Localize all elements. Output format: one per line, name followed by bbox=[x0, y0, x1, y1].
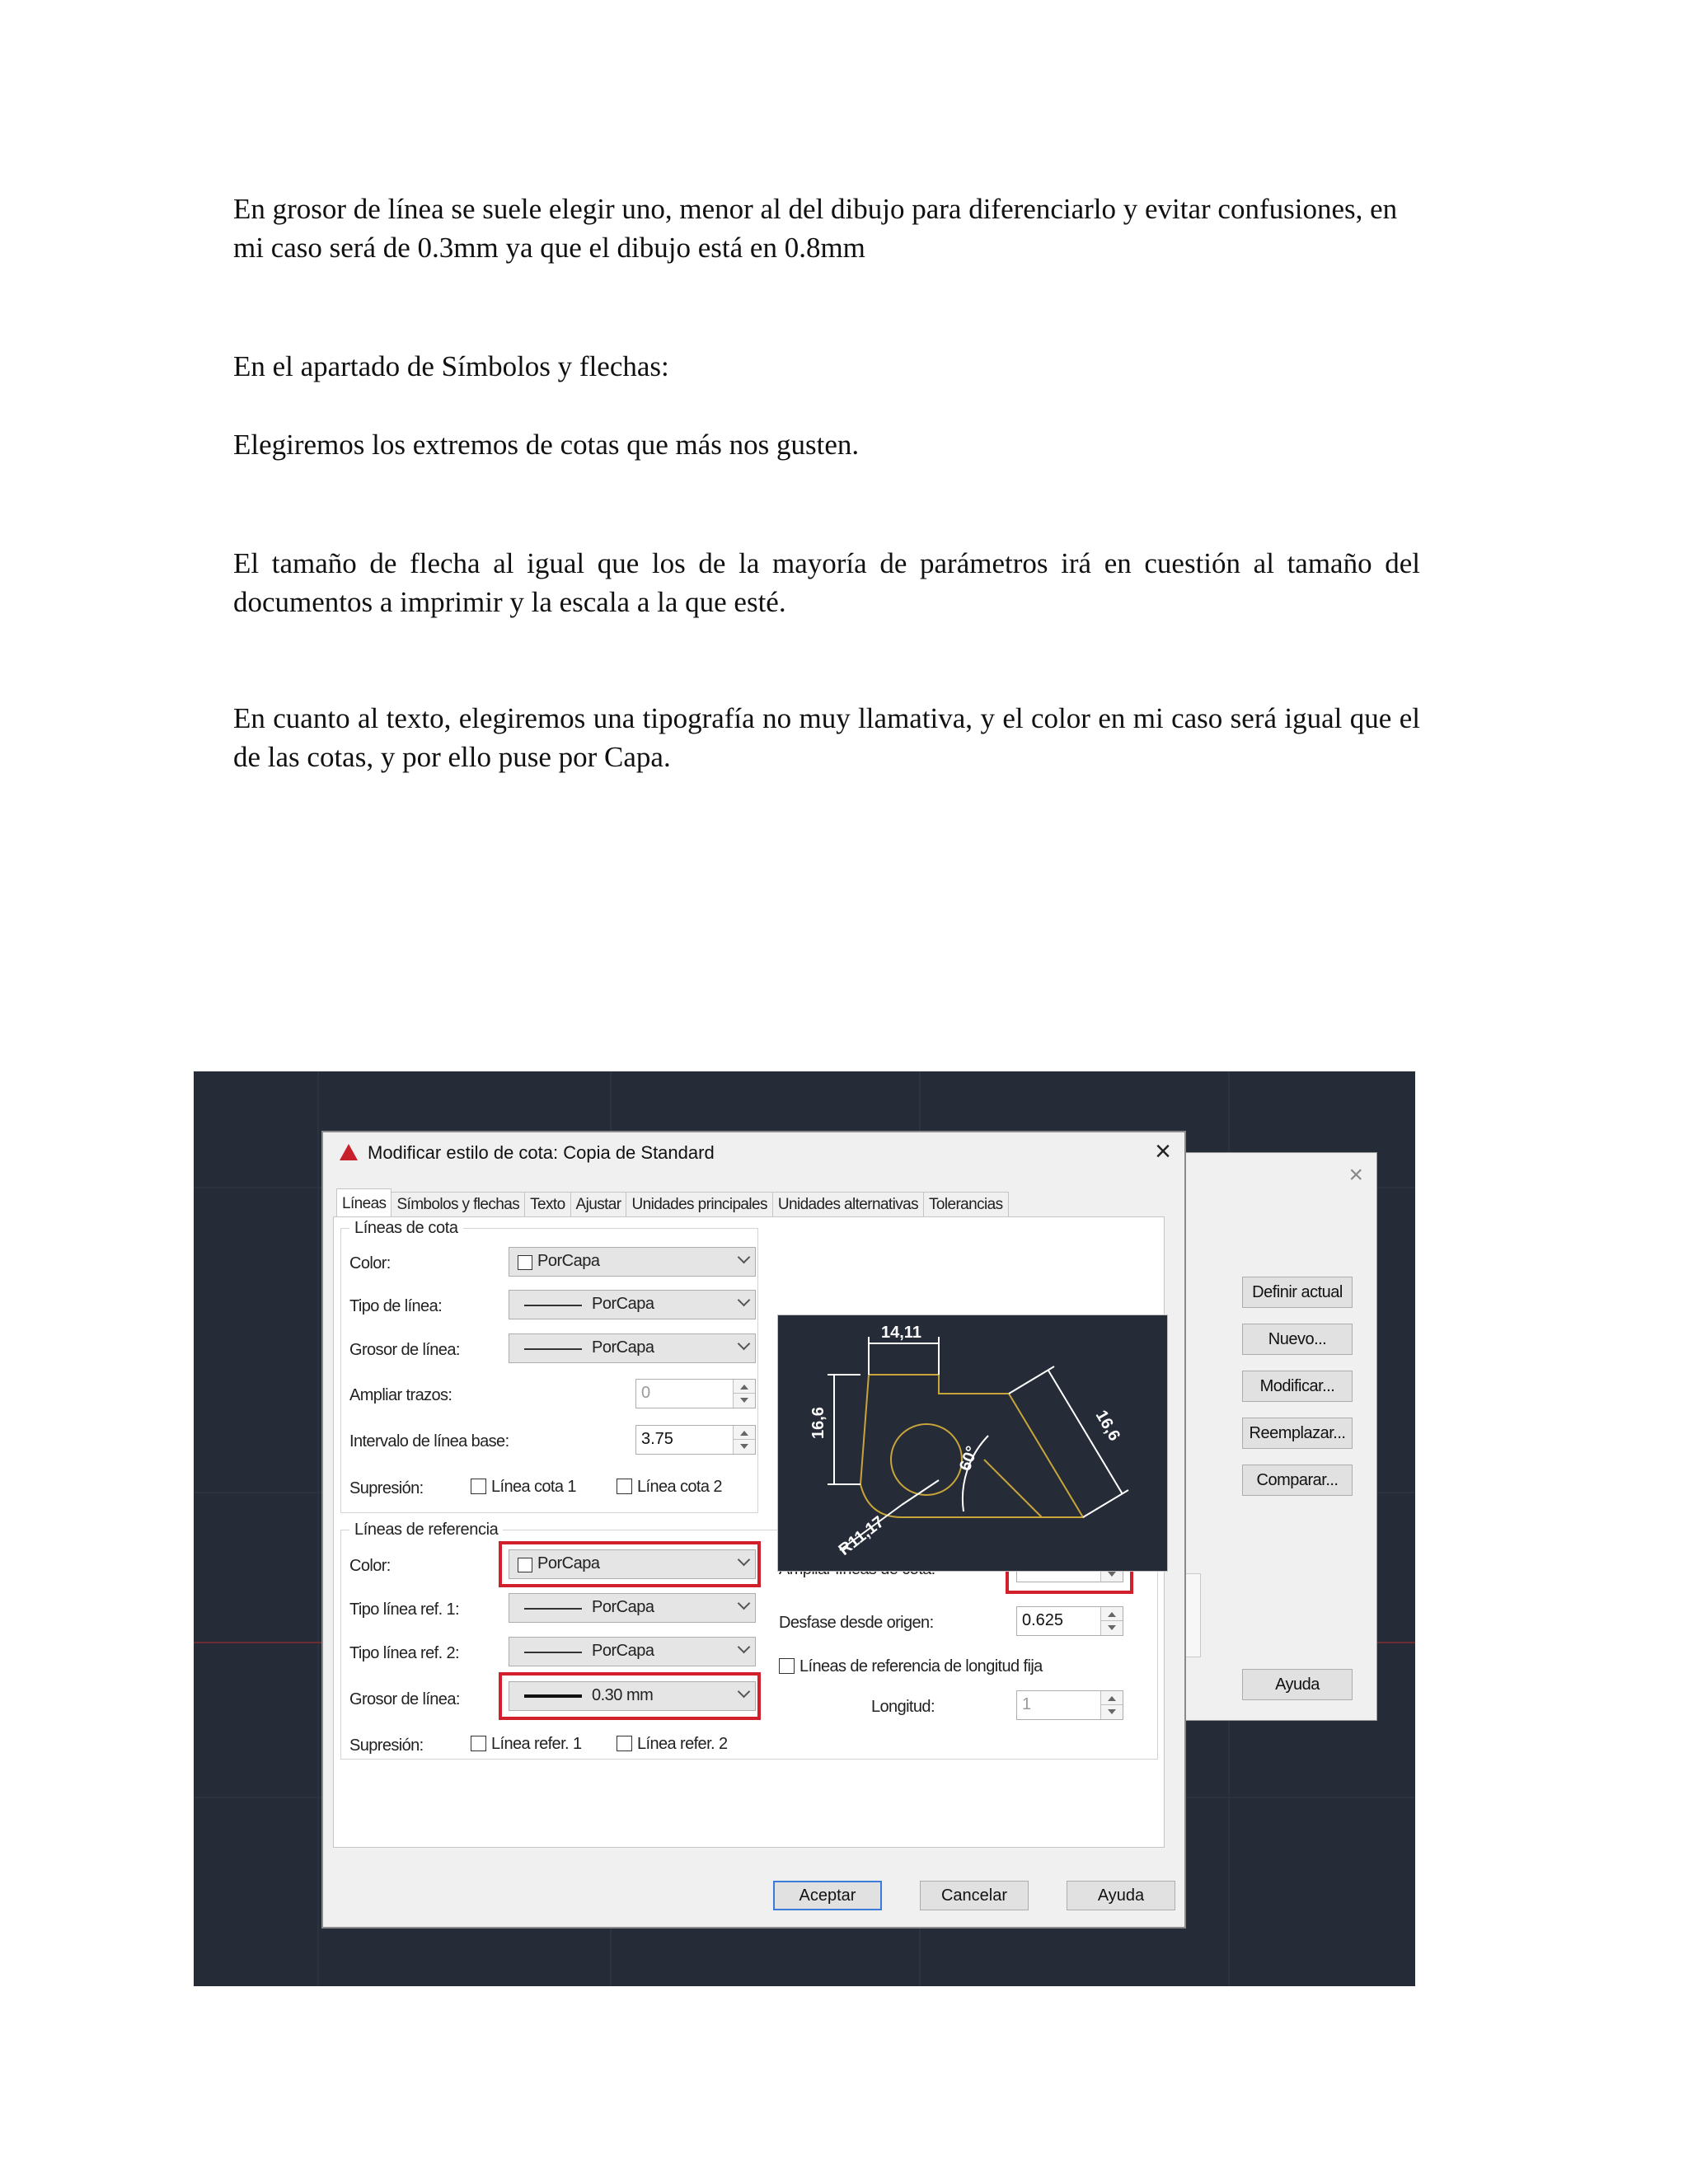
autocad-logo-icon bbox=[340, 1144, 358, 1160]
preview-right-dim: 16,6 bbox=[1091, 1407, 1124, 1445]
tab-text[interactable]: Texto bbox=[524, 1192, 570, 1216]
offset-origin-label: Desfase desde origen: bbox=[779, 1614, 934, 1632]
dim-linetype-label: Tipo de línea: bbox=[349, 1297, 443, 1315]
length-input[interactable]: 1 bbox=[1016, 1690, 1123, 1720]
cancel-button[interactable]: Cancelar bbox=[920, 1881, 1029, 1910]
offset-origin-input[interactable]: 0.625 bbox=[1016, 1606, 1123, 1636]
baseline-spacing-input[interactable]: 3.75 bbox=[635, 1425, 756, 1455]
preview-drawing bbox=[778, 1315, 1167, 1571]
tab-strip bbox=[336, 1192, 1008, 1216]
ext-type1-label: Tipo línea ref. 1: bbox=[349, 1601, 459, 1619]
autocad-screenshot bbox=[194, 1071, 1415, 1986]
dimension-lines-legend: Líneas de cota bbox=[354, 1219, 458, 1237]
dim-suppress-label: Supresión: bbox=[349, 1479, 424, 1497]
ext-suppress-label: Supresión: bbox=[349, 1736, 424, 1755]
preview-radius-dim: R11,17 bbox=[835, 1512, 889, 1559]
tab-symbols-arrows[interactable]: Símbolos y flechas bbox=[391, 1192, 525, 1216]
tab-fit[interactable]: Ajustar bbox=[570, 1192, 627, 1216]
highlight-ext-lineweight bbox=[499, 1672, 761, 1720]
ext-type1-select[interactable]: PorCapa bbox=[509, 1593, 756, 1623]
ext-color-select[interactable]: PorCapa bbox=[509, 1549, 756, 1579]
paragraph-4: El tamaño de flecha al igual que los de la mayoría de parámetros irá en cuestión al tamaño del documentos a imprimir y la escala a la que esté. bbox=[233, 547, 1420, 618]
ext-type2-select[interactable]: PorCapa bbox=[509, 1637, 756, 1666]
paragraph-5: En cuanto al texto, elegiremos una tipografía no muy llamativa, y el color en mi caso será igual que el de las cotas, y por ello puse por Capa. bbox=[233, 702, 1420, 773]
manager-close-icon[interactable]: × bbox=[1348, 1161, 1363, 1188]
paragraph-3: Elegiremos los extremos de cotas que más nos gusten. bbox=[233, 429, 860, 461]
highlight-ext-color bbox=[499, 1541, 761, 1587]
tab-tolerances[interactable]: Tolerancias bbox=[923, 1192, 1009, 1216]
set-current-button[interactable]: Definir actual bbox=[1242, 1277, 1353, 1308]
extension-lines-legend: Líneas de referencia bbox=[354, 1521, 499, 1539]
dimension-preview bbox=[777, 1315, 1168, 1572]
help-button[interactable]: Ayuda bbox=[1067, 1881, 1175, 1910]
paragraph-2: En el apartado de Símbolos y flechas: bbox=[233, 350, 669, 382]
dialog-title: Modificar estilo de cota: Copia de Standard bbox=[368, 1142, 715, 1163]
preview-top-dim: 14,11 bbox=[881, 1324, 921, 1342]
fixed-length-checkbox[interactable]: Líneas de referencia de longitud fija bbox=[779, 1657, 1043, 1676]
baseline-spacing-label: Intervalo de línea base: bbox=[349, 1432, 509, 1451]
paragraph-1: En grosor de línea se suele elegir uno, menor al del dibujo para diferenciarlo y evitar confusiones, en mi caso será de 0.3mm ya que el dibujo está en 0.8mm bbox=[233, 193, 1398, 264]
ext-color-label: Color: bbox=[349, 1557, 391, 1575]
extend-ticks-input[interactable]: 0 bbox=[635, 1379, 756, 1408]
manager-help-button[interactable]: Ayuda bbox=[1242, 1669, 1353, 1700]
tab-alternate-units[interactable]: Unidades alternativas bbox=[772, 1192, 924, 1216]
dim-color-label: Color: bbox=[349, 1254, 391, 1272]
tab-primary-units[interactable]: Unidades principales bbox=[626, 1192, 772, 1216]
dialog-titlebar bbox=[340, 1142, 715, 1164]
ext-lineweight-select[interactable]: 0.30 mm bbox=[509, 1681, 756, 1711]
override-style-button[interactable]: Reemplazar... bbox=[1242, 1418, 1353, 1449]
dim-lineweight-select[interactable]: PorCapa bbox=[509, 1333, 756, 1363]
preview-left-dim: 16,6 bbox=[809, 1407, 828, 1439]
dim-linetype-select[interactable]: PorCapa bbox=[509, 1290, 756, 1319]
length-label: Longitud: bbox=[871, 1698, 935, 1716]
dim-color-select[interactable]: PorCapa bbox=[509, 1247, 756, 1277]
modify-style-button[interactable]: Modificar... bbox=[1242, 1371, 1353, 1402]
extend-ticks-label: Ampliar trazos: bbox=[349, 1386, 452, 1404]
suppress-ext-line-2-checkbox[interactable]: Línea refer. 2 bbox=[617, 1735, 727, 1754]
suppress-ext-line-1-checkbox[interactable]: Línea refer. 1 bbox=[471, 1735, 581, 1754]
ext-lineweight-label: Grosor de línea: bbox=[349, 1690, 460, 1708]
modify-dimension-style-dialog bbox=[321, 1131, 1186, 1929]
tab-lines[interactable]: Líneas bbox=[336, 1188, 392, 1217]
compare-style-button[interactable]: Comparar... bbox=[1242, 1465, 1353, 1496]
suppress-dim-line-1-checkbox[interactable]: Línea cota 1 bbox=[471, 1478, 576, 1497]
suppress-dim-line-2-checkbox[interactable]: Línea cota 2 bbox=[617, 1478, 722, 1497]
preview-angle-dim: 60° bbox=[956, 1443, 982, 1474]
new-style-button[interactable]: Nuevo... bbox=[1242, 1324, 1353, 1355]
dialog-close-icon[interactable]: × bbox=[1155, 1136, 1171, 1167]
ext-type2-label: Tipo línea ref. 2: bbox=[349, 1644, 459, 1662]
lines-tab-page bbox=[333, 1216, 1165, 1848]
dim-lineweight-label: Grosor de línea: bbox=[349, 1341, 460, 1359]
ok-button[interactable]: Aceptar bbox=[773, 1881, 882, 1910]
